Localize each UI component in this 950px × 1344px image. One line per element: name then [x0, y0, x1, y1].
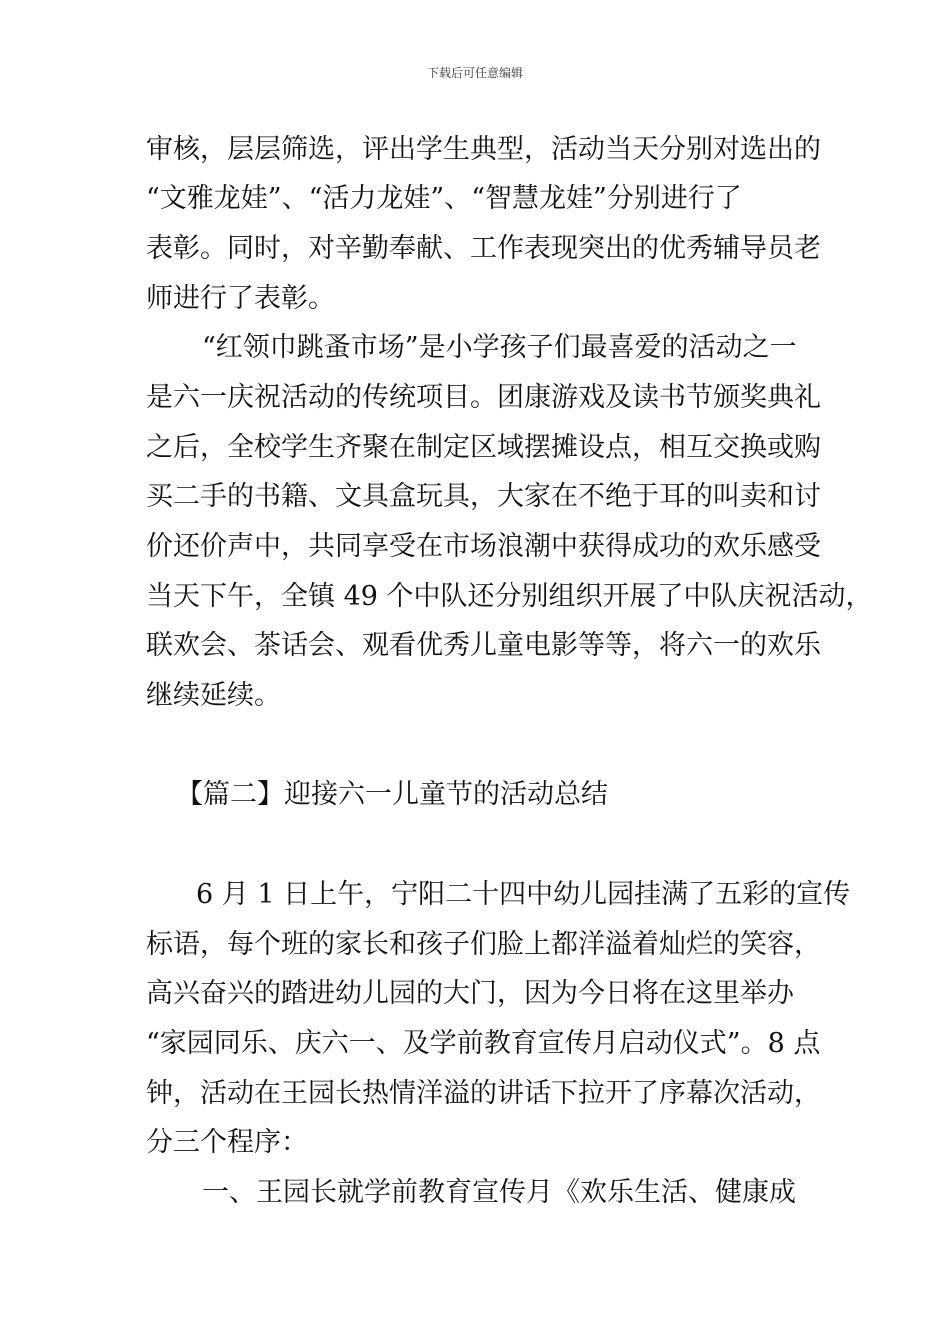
body-text-line: “文雅龙娃”、“活力龙娃”、“智慧龙娃”分别进行了: [146, 183, 742, 214]
body-text-line: 师进行了表彰。: [146, 283, 335, 314]
body-text-line: 表彰。同时，对辛勤奉献、工作表现突出的优秀辅导员老: [146, 233, 821, 264]
body-text-line: 买二手的书籍、文具盒玩具，大家在不绝于耳的叫卖和讨: [146, 481, 821, 512]
section-heading: 【篇二】迎接六一儿童节的活动总结: [176, 779, 608, 810]
body-text-line: “红领巾跳蚤市场”是小学孩子们最喜爱的活动之一: [202, 332, 797, 363]
body-text-line: 当天下午，全镇 49 个中队还分别组织开展了中队庆祝活动，: [146, 581, 873, 612]
body-text-line: 价还价声中，共同享受在市场浪潮中获得成功的欢乐感受: [146, 531, 821, 562]
body-text-line: 6 月 1 日上午，宁阳二十四中幼儿园挂满了五彩的宣传: [196, 879, 851, 910]
body-text-line: 联欢会、茶话会、观看优秀儿童电影等等，将六一的欢乐: [146, 630, 821, 661]
body-text-line: 之后，全校学生齐聚在制定区域摆摊设点，相互交换或购: [146, 432, 821, 463]
body-text-line: 高兴奋兴的踏进幼儿园的大门，因为今日将在这里举办: [146, 978, 794, 1009]
body-text-line: 钟，活动在王园长热情洋溢的讲话下拉开了序幕次活动，: [146, 1078, 821, 1109]
body-text-line: 继续延续。: [146, 680, 281, 711]
body-text-line: 是六一庆祝活动的传统项目。团康游戏及读书节颁奖典礼: [146, 382, 821, 413]
body-text-line: 审核，层层筛选，评出学生典型，活动当天分别对选出的: [146, 134, 821, 165]
body-text-line: 标语，每个班的家长和孩子们脸上都洋溢着灿烂的笑容，: [146, 929, 821, 960]
page-header: 下载后可任意编辑: [426, 66, 523, 80]
body-text-line: 一、王园长就学前教育宣传月《欢乐生活、健康成: [202, 1177, 796, 1208]
body-text-line: “家园同乐、庆六一、及学前教育宣传月启动仪式”。8 点: [146, 1028, 821, 1059]
body-text-line: 分三个程序：: [146, 1127, 308, 1158]
